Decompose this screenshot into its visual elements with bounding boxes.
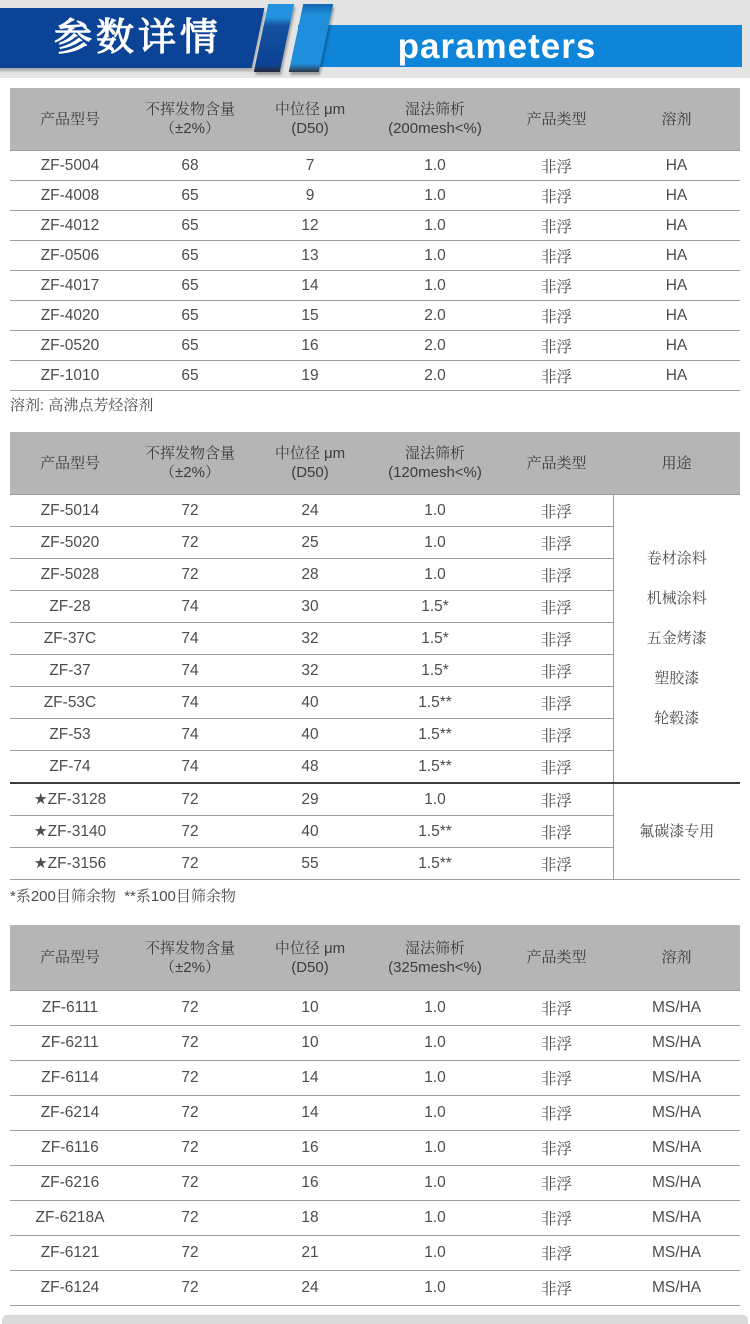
table-cell: 14	[250, 1061, 370, 1096]
column-header-line: (D50)	[291, 958, 329, 976]
table-cell: 32	[250, 623, 370, 655]
table-cell: 65	[130, 241, 250, 271]
table-cell: ZF-37	[10, 655, 130, 687]
column-header-line: 湿法筛析	[404, 101, 465, 118]
table-cell: 14	[250, 1096, 370, 1131]
table-cell: 1.0	[370, 495, 500, 527]
table-cell: 72	[130, 1026, 250, 1061]
table-cell: ZF-1010	[10, 361, 130, 391]
product-table-325mesh	[10, 925, 740, 1306]
table-cell: 30	[250, 591, 370, 623]
table-cell: ZF-6211	[10, 1026, 130, 1061]
column-header	[10, 432, 130, 495]
header-row	[10, 925, 740, 991]
table-cell: MS/HA	[613, 1096, 740, 1131]
column-header-line: （±2%）	[160, 120, 220, 137]
column-header	[500, 432, 613, 495]
table-cell: ZF-6216	[10, 1166, 130, 1201]
page-title: 参数详情	[53, 17, 222, 59]
table-row	[10, 331, 740, 361]
table-cell: 74	[130, 591, 250, 623]
table-cell: 非浮	[500, 848, 613, 880]
table-cell: 40	[250, 719, 370, 751]
table-cell: 2.0	[370, 361, 500, 391]
column-header-line: (D50)	[291, 464, 329, 481]
table-cell: 非浮	[500, 1236, 613, 1271]
table-cell: HA	[613, 361, 740, 391]
table-cell: 72	[130, 1271, 250, 1306]
column-header-line: 不挥发物含量	[144, 939, 235, 957]
table-cell: ZF-4012	[10, 211, 130, 241]
table-cell: ZF-5014	[10, 495, 130, 527]
table-row	[10, 1096, 740, 1131]
table-cell: 非浮	[500, 527, 613, 559]
table-cell: 15	[250, 301, 370, 331]
column-header-line: 中位径 μm	[274, 445, 346, 462]
table-cell: 72	[130, 559, 250, 591]
table-cell: MS/HA	[613, 1061, 740, 1096]
table-cell: 非浮	[500, 687, 613, 719]
table-cell: 14	[250, 271, 370, 301]
table-cell: 非浮	[500, 719, 613, 751]
column-header	[250, 88, 370, 151]
table-cell: ZF-4017	[10, 271, 130, 301]
table-row	[10, 1026, 740, 1061]
table-cell: 32	[250, 655, 370, 687]
column-header	[250, 925, 370, 991]
usage-line: 氟碳漆专用	[639, 822, 715, 840]
table-cell: 65	[130, 361, 250, 391]
column-header	[370, 88, 500, 151]
column-header-line: 湿法筛析	[404, 445, 465, 462]
column-header-line: (120mesh<%)	[388, 464, 482, 481]
table-cell: 74	[130, 719, 250, 751]
table-cell: HA	[613, 211, 740, 241]
column-header-line: （±2%）	[160, 464, 220, 481]
solvent-note: 溶剂: 高沸点芳烃溶剂	[10, 397, 154, 414]
column-header	[130, 88, 250, 151]
table-row	[10, 241, 740, 271]
table-cell: 13	[250, 241, 370, 271]
header-row	[10, 88, 740, 151]
table-cell: 1.0	[370, 1026, 500, 1061]
table-cell: HA	[613, 181, 740, 211]
table-cell: HA	[613, 331, 740, 361]
column-header-line: 产品类型	[526, 454, 587, 472]
table-cell: 非浮	[500, 655, 613, 687]
table-row	[10, 1236, 740, 1271]
table-cell: 非浮	[500, 1166, 613, 1201]
table-cell: 非浮	[500, 331, 613, 361]
usage-cell	[613, 783, 740, 880]
table-cell: 10	[250, 1026, 370, 1061]
table-cell: 65	[130, 211, 250, 241]
table-row	[10, 151, 740, 181]
table-cell: 2.0	[370, 301, 500, 331]
column-header-line: 中位径 μm	[274, 939, 346, 957]
table-cell: 19	[250, 361, 370, 391]
table-cell: 21	[250, 1236, 370, 1271]
table-cell: 1.0	[370, 527, 500, 559]
table-cell: MS/HA	[613, 1131, 740, 1166]
table-cell: 1.0	[370, 181, 500, 211]
table-cell: 非浮	[500, 1131, 613, 1166]
table-row	[10, 1271, 740, 1306]
column-header	[130, 925, 250, 991]
table-cell: 24	[250, 495, 370, 527]
table-cell: 65	[130, 271, 250, 301]
column-header	[10, 925, 130, 991]
table-cell: ZF-6114	[10, 1061, 130, 1096]
table-cell: ZF-6121	[10, 1236, 130, 1271]
table-cell: 16	[250, 331, 370, 361]
column-header-line: 中位径 μm	[274, 101, 346, 118]
column-header-line: 湿法筛析	[404, 939, 465, 957]
table-cell: HA	[613, 271, 740, 301]
column-header-line: （±2%）	[160, 958, 220, 976]
usage-line: 卷材涂料	[646, 549, 707, 567]
table-cell: 72	[130, 1096, 250, 1131]
subtitle-bar	[298, 25, 742, 67]
table-cell: 29	[250, 783, 370, 816]
table-cell: 68	[130, 151, 250, 181]
table-cell: MS/HA	[613, 1166, 740, 1201]
table-cell: 72	[130, 495, 250, 527]
table-cell: ZF-53	[10, 719, 130, 751]
table-cell: 1.5**	[370, 848, 500, 880]
usage-line: 机械涂料	[646, 589, 707, 607]
table-cell: 72	[130, 1166, 250, 1201]
column-header	[613, 432, 740, 495]
table-row	[10, 783, 740, 816]
table-row	[10, 301, 740, 331]
table-cell: 非浮	[500, 751, 613, 784]
table-cell: 16	[250, 1166, 370, 1201]
page-subtitle: parameters	[397, 26, 597, 66]
table-cell: 1.0	[370, 1131, 500, 1166]
table-cell: 72	[130, 1236, 250, 1271]
table-cell: ZF-4008	[10, 181, 130, 211]
column-header-line: (200mesh<%)	[388, 120, 482, 137]
table-cell: 1.5*	[370, 591, 500, 623]
table-cell: 1.0	[370, 271, 500, 301]
table-cell: ZF-6124	[10, 1271, 130, 1306]
header-banner	[0, 0, 750, 78]
column-header-line: 产品型号	[39, 949, 100, 966]
table-row	[10, 495, 740, 527]
sieve-residue-note: *系200目筛余物 **系100目筛余物	[10, 888, 236, 905]
table-cell: 1.5**	[370, 816, 500, 848]
table-cell: ZF-74	[10, 751, 130, 784]
column-header	[370, 925, 500, 991]
table-cell: 非浮	[500, 1026, 613, 1061]
column-header-line: 用途	[661, 454, 692, 472]
table-cell: 1.0	[370, 1271, 500, 1306]
table-cell: 65	[130, 301, 250, 331]
table-cell: 7	[250, 151, 370, 181]
table-cell: 16	[250, 1131, 370, 1166]
table-cell: 非浮	[500, 783, 613, 816]
table-row	[10, 1201, 740, 1236]
table-cell: ZF-0520	[10, 331, 130, 361]
table-cell: 40	[250, 816, 370, 848]
table-cell: HA	[613, 241, 740, 271]
table-cell: 40	[250, 687, 370, 719]
table-cell: 74	[130, 751, 250, 784]
table-cell: 72	[130, 848, 250, 880]
table-row	[10, 271, 740, 301]
table-row	[10, 991, 740, 1026]
table-cell: 18	[250, 1201, 370, 1236]
table-cell: 非浮	[500, 816, 613, 848]
table-cell: 55	[250, 848, 370, 880]
table-cell: 非浮	[500, 559, 613, 591]
table-cell: 非浮	[500, 1201, 613, 1236]
column-header-line: 产品类型	[526, 110, 587, 128]
table-cell: 72	[130, 1201, 250, 1236]
table-cell: ZF-5020	[10, 527, 130, 559]
column-header	[250, 432, 370, 495]
table-row	[10, 1166, 740, 1201]
table-cell: 非浮	[500, 271, 613, 301]
table-cell: 非浮	[500, 301, 613, 331]
table-cell: 74	[130, 687, 250, 719]
column-header-line: (D50)	[291, 120, 329, 137]
column-header	[10, 88, 130, 151]
table-row	[10, 361, 740, 391]
column-header	[500, 925, 613, 991]
table-cell: ZF-6218A	[10, 1201, 130, 1236]
table-cell: MS/HA	[613, 1271, 740, 1306]
table-cell: 1.0	[370, 991, 500, 1026]
table-cell: 1.0	[370, 559, 500, 591]
table-cell: HA	[613, 151, 740, 181]
column-header	[500, 88, 613, 151]
header-row	[10, 432, 740, 495]
table-cell: ZF-5028	[10, 559, 130, 591]
table-cell: 25	[250, 527, 370, 559]
table-cell: ZF-4020	[10, 301, 130, 331]
column-header-line: 不挥发物含量	[144, 101, 235, 118]
usage-line: 五金烤漆	[646, 629, 707, 647]
table-cell: 72	[130, 991, 250, 1026]
table-cell: MS/HA	[613, 991, 740, 1026]
table-cell: ZF-53C	[10, 687, 130, 719]
table-cell: 1.5**	[370, 719, 500, 751]
table-cell: 非浮	[500, 1061, 613, 1096]
table-cell: 24	[250, 1271, 370, 1306]
column-header-line: 产品型号	[39, 110, 100, 128]
table-cell: 1.0	[370, 1236, 500, 1271]
column-header	[130, 432, 250, 495]
table-row	[10, 1131, 740, 1166]
table-cell: MS/HA	[613, 1026, 740, 1061]
table-cell: 1.5**	[370, 751, 500, 784]
table-cell: 10	[250, 991, 370, 1026]
table-cell: ZF-0506	[10, 241, 130, 271]
table-cell: 72	[130, 1131, 250, 1166]
table-cell: 72	[130, 527, 250, 559]
table-cell: 非浮	[500, 211, 613, 241]
table-cell: 非浮	[500, 181, 613, 211]
table-cell: 1.0	[370, 151, 500, 181]
table-cell: 非浮	[500, 361, 613, 391]
usage-line: 塑胶漆	[654, 669, 700, 687]
table-cell: MS/HA	[613, 1201, 740, 1236]
column-header-line: 不挥发物含量	[144, 445, 235, 462]
table-cell: 74	[130, 623, 250, 655]
column-header-line: 产品类型	[526, 949, 587, 966]
table-cell: ★ZF-3140	[10, 816, 130, 848]
product-table-200mesh	[10, 88, 740, 391]
table-cell: 1.0	[370, 1096, 500, 1131]
table-cell: 1.0	[370, 1201, 500, 1236]
table-cell: 1.0	[370, 241, 500, 271]
table-cell: 12	[250, 211, 370, 241]
table-cell: 非浮	[500, 151, 613, 181]
table-cell: ZF-6214	[10, 1096, 130, 1131]
usage-cell	[613, 495, 740, 784]
table-cell: 1.0	[370, 1166, 500, 1201]
title-block	[0, 8, 264, 68]
column-header-line: (325mesh<%)	[388, 958, 482, 976]
table-cell: ZF-6111	[10, 991, 130, 1026]
table-cell: 1.0	[370, 783, 500, 816]
table-row	[10, 1061, 740, 1096]
table-cell: ★ZF-3128	[10, 783, 130, 816]
table-cell: 1.5**	[370, 687, 500, 719]
table-cell: MS/HA	[613, 1236, 740, 1271]
column-header	[370, 432, 500, 495]
table-cell: 48	[250, 751, 370, 784]
table-cell: 非浮	[500, 623, 613, 655]
table-row	[10, 211, 740, 241]
table-cell: 1.0	[370, 211, 500, 241]
table-row	[10, 181, 740, 211]
table-cell: ZF-28	[10, 591, 130, 623]
table-cell: 2.0	[370, 331, 500, 361]
usage-line: 轮毂漆	[654, 709, 700, 727]
table-cell: 72	[130, 1061, 250, 1096]
table-cell: ZF-6116	[10, 1131, 130, 1166]
table-cell: 1.5*	[370, 623, 500, 655]
table-cell: HA	[613, 301, 740, 331]
table-cell: 非浮	[500, 241, 613, 271]
table-cell: 非浮	[500, 591, 613, 623]
column-header	[613, 88, 740, 151]
table-cell: 非浮	[500, 1096, 613, 1131]
table-cell: 72	[130, 816, 250, 848]
footer-strip	[2, 1315, 748, 1324]
column-header-line: 产品型号	[39, 454, 100, 472]
table-cell: ★ZF-3156	[10, 848, 130, 880]
column-header	[613, 925, 740, 991]
table-cell: 9	[250, 181, 370, 211]
table-cell: 65	[130, 181, 250, 211]
column-header-line: 溶剂	[661, 110, 692, 128]
table-cell: 1.0	[370, 1061, 500, 1096]
column-header-line: 溶剂	[661, 949, 692, 966]
table-cell: 非浮	[500, 1271, 613, 1306]
table-cell: 74	[130, 655, 250, 687]
table-cell: 1.5*	[370, 655, 500, 687]
table-cell: 28	[250, 559, 370, 591]
table-cell: 65	[130, 331, 250, 361]
table-cell: 非浮	[500, 495, 613, 527]
table-cell: ZF-5004	[10, 151, 130, 181]
table-cell: 72	[130, 783, 250, 816]
table-cell: 非浮	[500, 991, 613, 1026]
table-cell: ZF-37C	[10, 623, 130, 655]
product-table-120mesh	[10, 432, 740, 880]
